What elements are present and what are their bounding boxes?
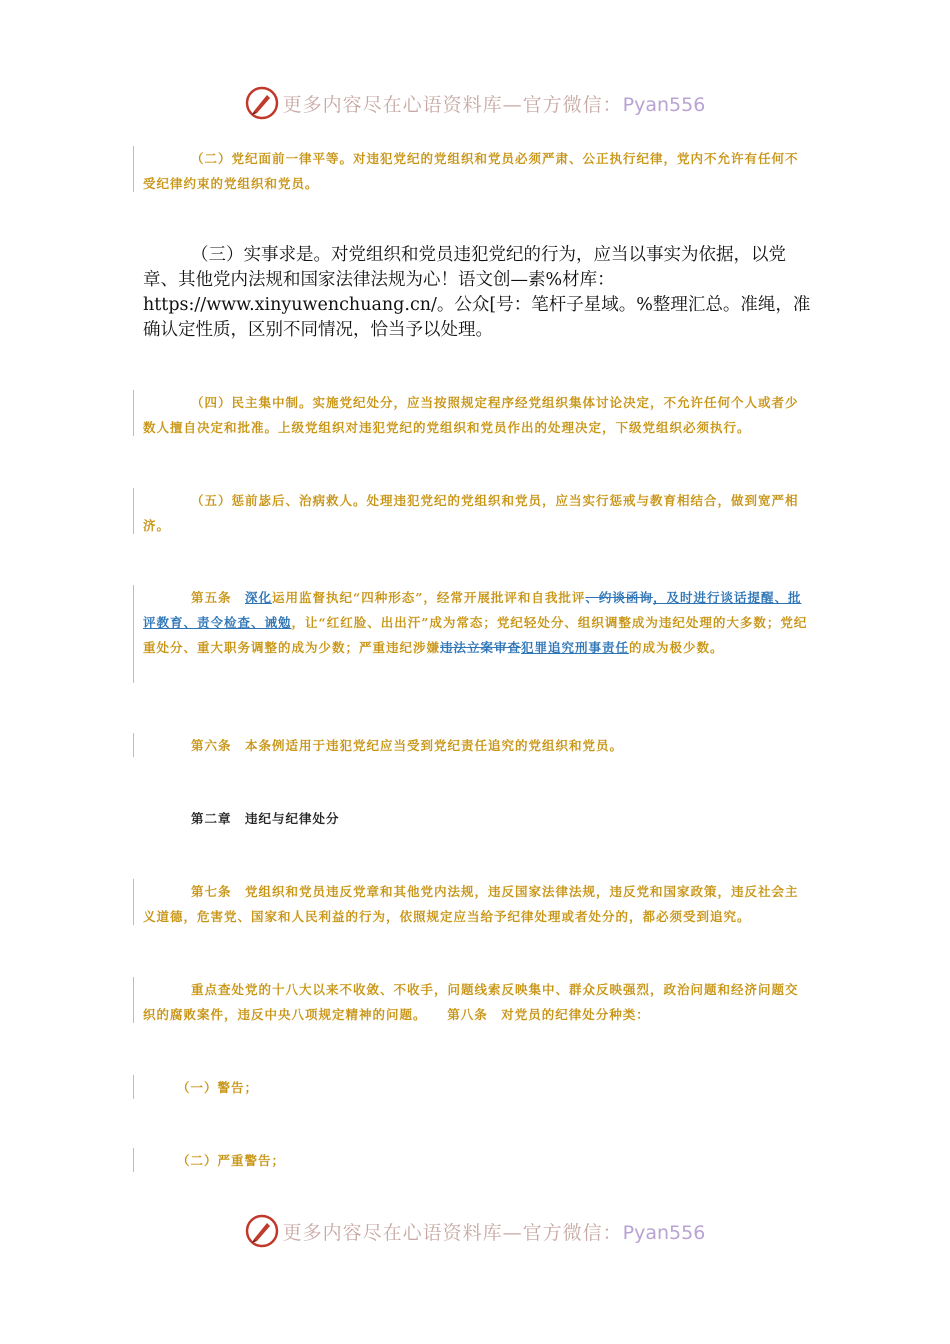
paragraph-3: （三）实事求是。对党组织和党员违犯党纪的行为，应当以事实为依据，以党章、其他党内法规和国家法律法规为心！语文创—素%材库：https://www.xinyuwenchuang.cn/。公众[号：笔杆子星域。%整理汇总。准绳，准确认定性质，区别不同情况，恰当予以处理。 — [143, 245, 811, 340]
insertion-mark: 深化 — [245, 590, 273, 605]
insertion-mark: ，及时进行谈话提醒、批评教育、责令检查、诫勉 — [143, 590, 802, 630]
wechat-id: Pyan556 — [622, 93, 706, 116]
margin-bar — [133, 390, 134, 436]
margin-bar — [133, 585, 134, 683]
pen-logo-icon — [245, 86, 279, 120]
deletion-mark: 违法立案审查 — [440, 640, 522, 655]
margin-bar — [133, 488, 134, 534]
margin-bar — [133, 733, 134, 757]
margin-bar — [133, 1148, 134, 1172]
paragraph-5: （五）惩前毖后、治病救人。处理违犯党纪的党组织和党员，应当实行惩戒与教育相结合，做到宽严相济。 — [143, 493, 799, 533]
list-item: （一）警告； — [177, 1080, 259, 1095]
paragraph-2: （二）党纪面前一律平等。对违犯党纪的党组织和党员必须严肃、公正执行纪律，党内不允许有任何不受纪律约束的党组织和党员。 — [143, 151, 799, 191]
margin-bar — [133, 879, 134, 925]
article-7: 第七条 党组织和党员违反党章和其他党内法规，违反国家法律法规，违反党和国家政策，违反社会主义道德，危害党、国家和人民利益的行为，依照规定应当给予纪律处理或者处分的，都必须受到追究。 — [143, 884, 799, 924]
margin-bar — [133, 146, 134, 192]
list-item: （二）严重警告； — [177, 1153, 286, 1168]
paragraph-4: （四）民主集中制。实施党纪处分，应当按照规定程序经党组织集体讨论决定，不允许任何个人或者少数人擅自决定和批准。上级党组织对违犯党纪的党组织和党员作出的处理决定，下级党组织必须执行。 — [143, 395, 799, 435]
article-6: 第六条 本条例适用于违犯党纪应当受到党纪责任追究的党组织和党员。 — [191, 738, 624, 753]
footer-watermark-banner — [0, 1211, 950, 1251]
wechat-id: Pyan556 — [622, 1221, 706, 1244]
chapter-heading: 第二章 违纪与纪律处分 — [191, 811, 340, 826]
insertion-mark: 犯罪追究刑事责任 — [521, 640, 630, 655]
margin-bar — [133, 977, 134, 1023]
deletion-mark: 、约谈函询 — [585, 590, 653, 605]
margin-bar — [133, 1075, 134, 1099]
banner-text: 更多内容尽在心语资料库—官方微信：Pyan556 — [282, 1221, 706, 1244]
article-5: 第五条 深化运用监督执纪“四种形态”，经常开展批评和自我批评、约谈函询，及时进行谈话提醒、批评教育、责令检查、诫勉，让“红红脸、出出汗”成为常态；党纪轻处分、组织调整成为违纪处理的大多数；党纪重处分、重大职务调整的成为少数；严重违纪涉嫌违法立案审查犯罪追究刑事责任的成为极少数。 — [143, 590, 808, 655]
header-watermark-banner — [0, 83, 950, 123]
pen-logo-icon — [245, 1214, 279, 1248]
focus-paragraph: 重点查处党的十八大以来不收敛、不收手，问题线索反映集中、群众反映强烈，政治问题和经济问题交织的腐败案件，违反中央八项规定精神的问题。 第八条 对党员的纪律处分种类： — [143, 982, 799, 1022]
banner-text: 更多内容尽在心语资料库—官方微信：Pyan556 — [282, 93, 706, 116]
